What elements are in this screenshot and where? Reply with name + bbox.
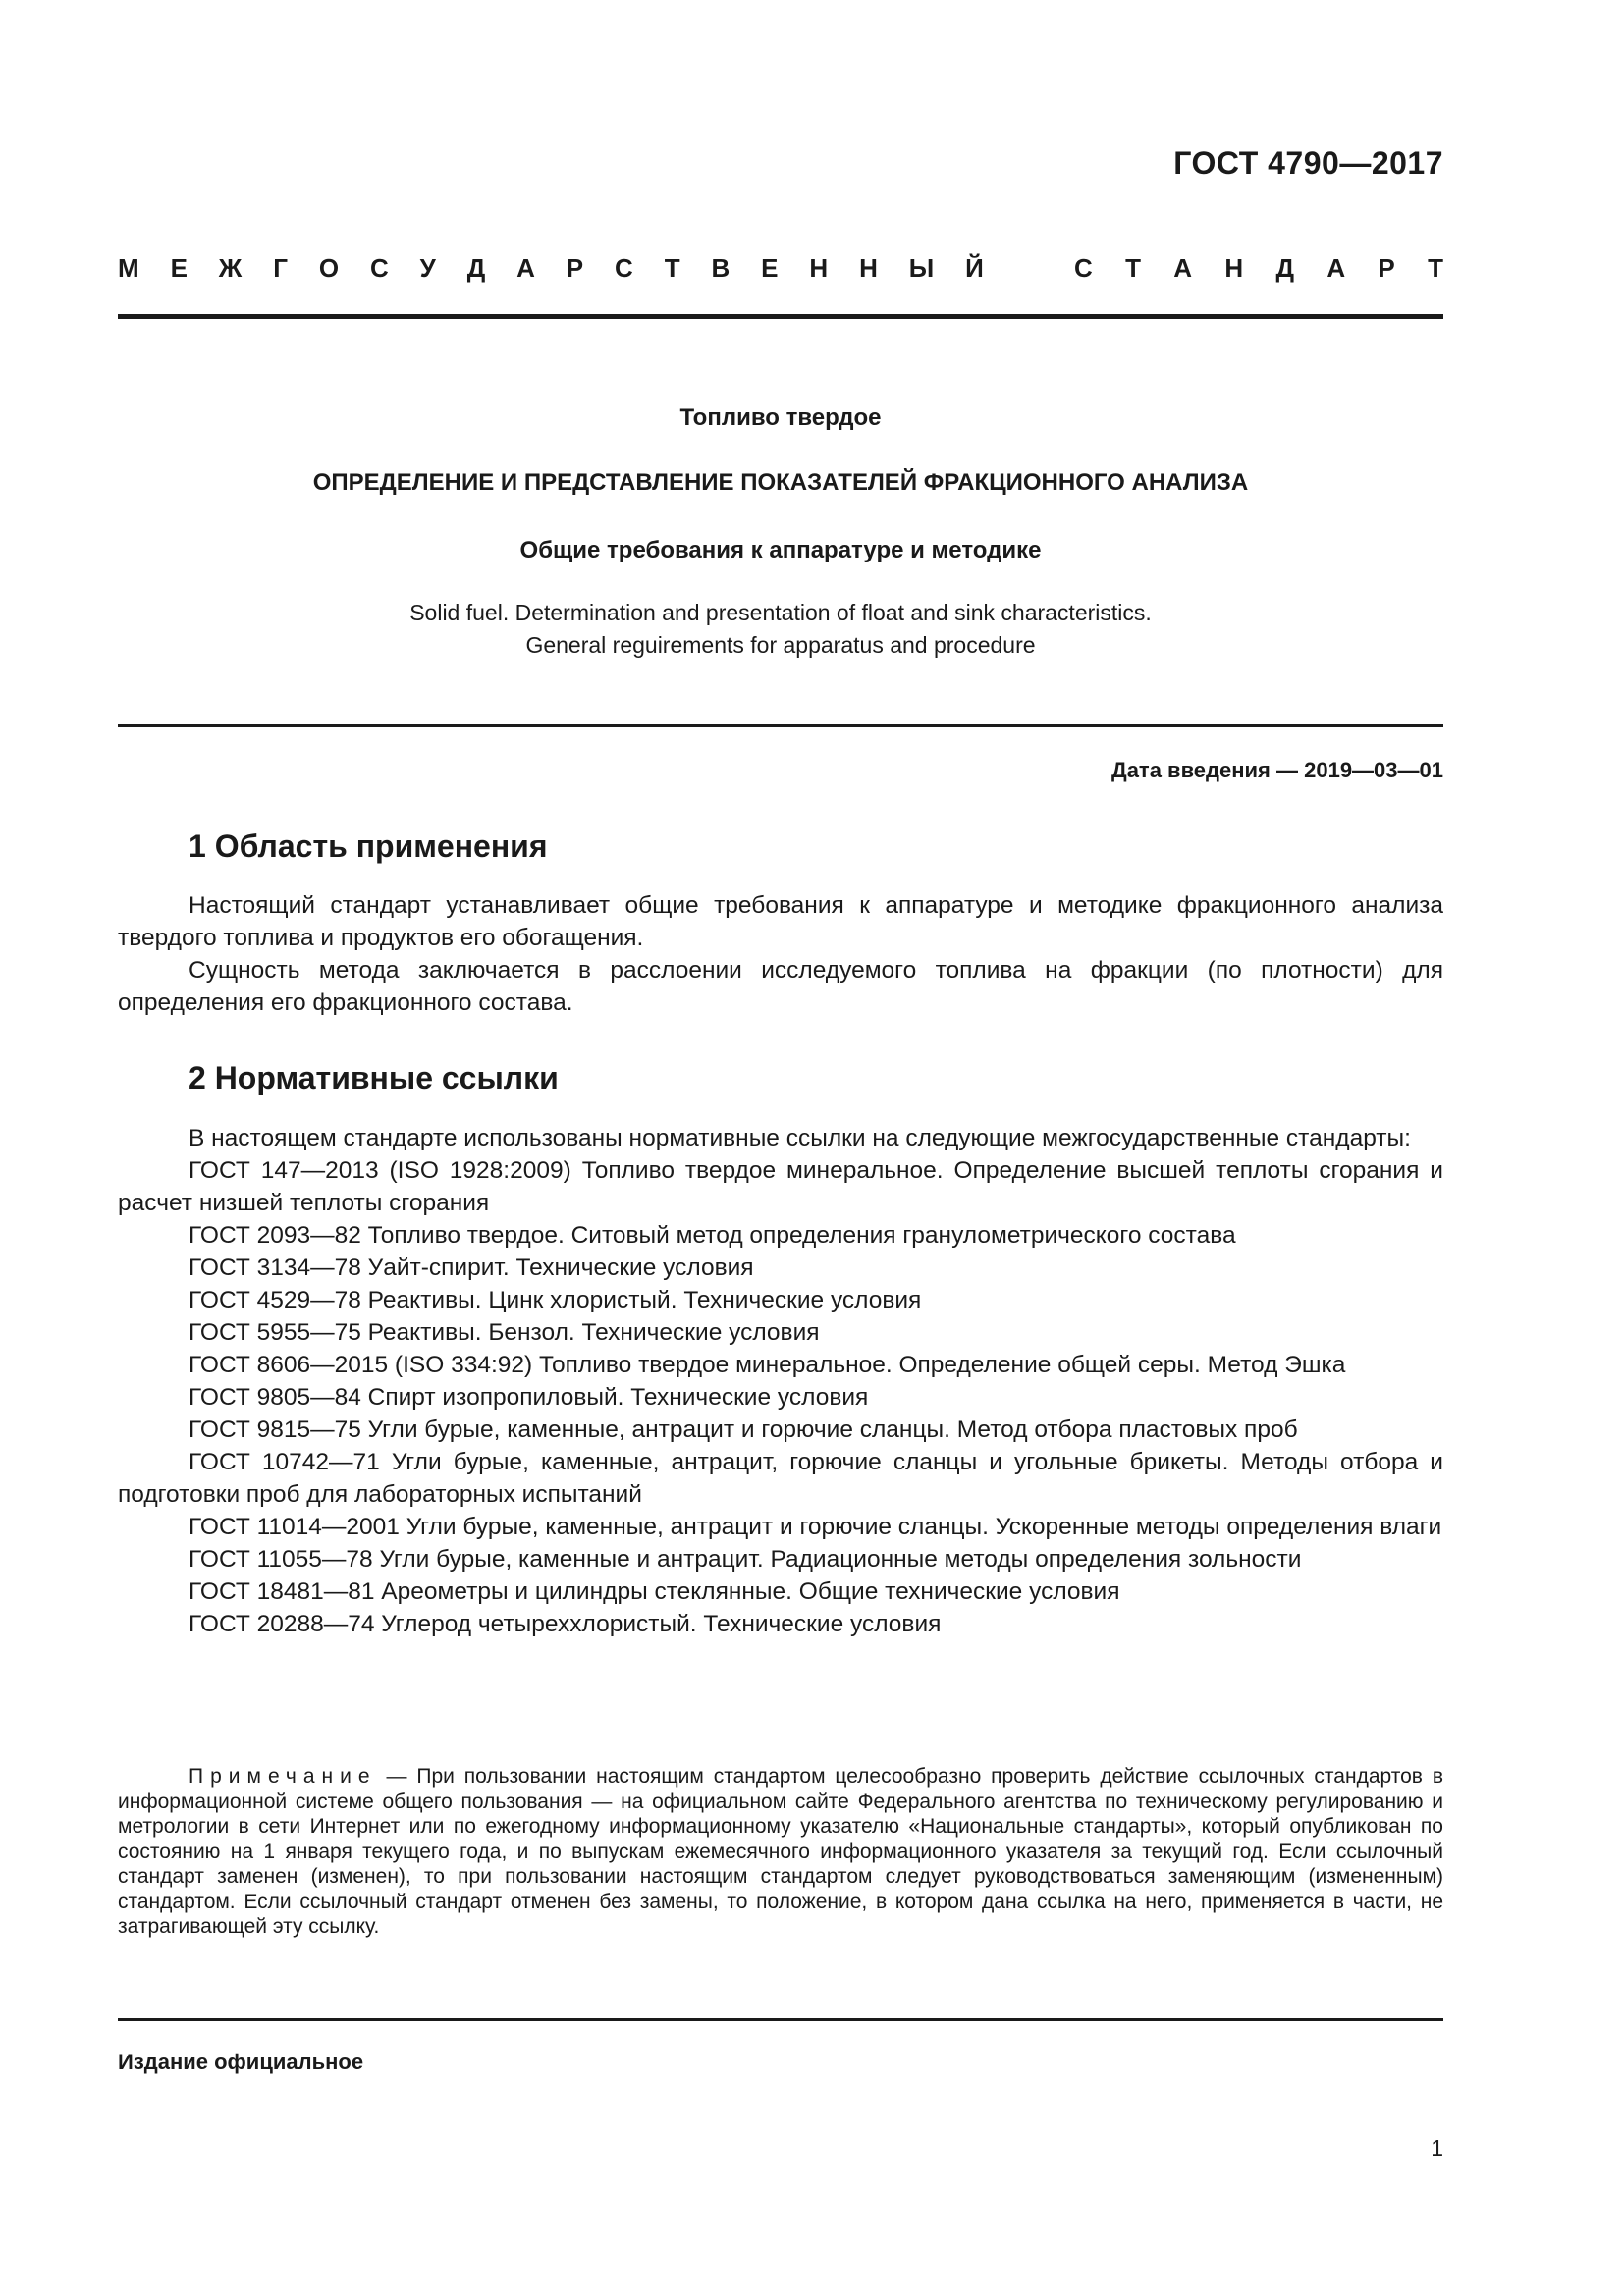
title-line-1: Топливо твердое: [679, 404, 882, 431]
reference-item: ГОСТ 18481—81 Ареометры и цилиндры стеклянные. Общие технические условия: [189, 1578, 1120, 1605]
reference-item: ГОСТ 9805—84 Спирт изопропиловый. Технические условия: [189, 1384, 869, 1411]
standard-type-heading: [118, 253, 1443, 284]
heading-letter: Ы: [908, 253, 935, 283]
heading-letter: Д: [1275, 253, 1295, 283]
heading-letter: С: [615, 253, 633, 283]
reference-item: ГОСТ 2093—82 Топливо твердое. Ситовый метод определения гранулометрического состава: [189, 1222, 1236, 1249]
heading-letter: Н: [809, 253, 829, 283]
heading-letter: Р: [1378, 253, 1395, 283]
heading-letter: О: [318, 253, 340, 283]
note: [118, 1764, 1443, 1940]
english-title: [118, 597, 1443, 662]
heading-letter: Т: [664, 253, 680, 283]
reference-item: ГОСТ 11014—2001 Угли бурые, каменные, антрацит и горючие сланцы. Ускоренные методы определения влаги: [189, 1514, 1442, 1540]
heading-letter: Г: [273, 253, 288, 283]
reference-item: ГОСТ 147—2013 (ISO 1928:2009) Топливо твердое минеральное. Определение высшей теплоты сгорания и расчет низшей теплоты сгорания: [118, 1157, 1443, 1216]
heading-letter: Д: [466, 253, 486, 283]
heading-letter: С: [369, 253, 389, 283]
paragraph: Сущность метода заключается в расслоении исследуемого топлива на фракции (по плотности) для определения его фракционного состава.: [118, 957, 1443, 1016]
document-page: [118, 0, 1443, 2296]
section-1-heading: 1 Область применения: [189, 828, 548, 864]
standard-type-word-standard: [1074, 253, 1443, 284]
heading-letter: Н: [859, 253, 878, 283]
heading-letter: А: [1326, 253, 1346, 283]
heading-letter: А: [1173, 253, 1193, 283]
heading-letter: Е: [170, 253, 188, 283]
heading-letter: Ж: [218, 253, 243, 283]
note-text: — При пользовании настоящим стандартом целесообразно проверить действие ссылочных стандартов в информационной системе общего пользования — на официальном сайте Федерального агентства по техническому регулированию и метрологии в сети Интернет или по ежегодному информационному указателю «Национальные стандарты», который опубликован по состоянию на 1 января текущего года, и по выпускам ежемесячного информационного указателя за текущий год. Если ссылочный стандарт заменен (изменен), то при пользовании настоящим стандартом следует руководствоваться заменяющим (измененным) стандартом. Если ссылочный стандарт отменен без замены, то положение, в котором дана ссылка на него, применяется в части, не затрагивающей эту ссылку.: [118, 1765, 1443, 1938]
title-line-3: Общие требования к аппаратуре и методике: [519, 537, 1042, 563]
heading-letter: Р: [566, 253, 584, 283]
footer-divider: [118, 2018, 1443, 2021]
title-line-2: ОПРЕДЕЛЕНИЕ И ПРЕДСТАВЛЕНИЕ ПОКАЗАТЕЛЕЙ ФРАКЦИОННОГО АНАЛИЗА: [312, 469, 1249, 496]
paragraph: В настоящем стандарте использованы нормативные ссылки на следующие межгосударственные стандарты:: [189, 1125, 1411, 1151]
reference-item: ГОСТ 10742—71 Угли бурые, каменные, антрацит, горючие сланцы и угольные брикеты. Методы отбора и подготовки проб для лабораторных испытаний: [118, 1449, 1443, 1508]
heading-letter: М: [118, 253, 139, 283]
header-divider: [118, 314, 1443, 319]
reference-item: ГОСТ 20288—74 Углерод четыреххлористый. Технические условия: [189, 1611, 942, 1637]
heading-letter: Н: [1224, 253, 1244, 283]
paragraph: Настоящий стандарт устанавливает общие требования к аппаратуре и методике фракционного анализа твердого топлива и продуктов его обогащения.: [118, 892, 1443, 951]
section-1-body: [118, 889, 1443, 1019]
section-2-heading: 2 Нормативные ссылки: [189, 1060, 559, 1095]
english-title-line-1: Solid fuel. Determination and presentation of float and sink characteristics.: [409, 600, 1152, 625]
standard-type-word-interstate: [118, 253, 984, 284]
document-number: ГОСТ 4790—2017: [1173, 145, 1443, 181]
section-2-body: [118, 1122, 1443, 1640]
heading-letter: У: [419, 253, 436, 283]
heading-letter: С: [1074, 253, 1093, 283]
title-divider: [118, 724, 1443, 727]
english-title-line-2: General reguirements for apparatus and procedure: [525, 632, 1036, 658]
edition-label: Издание официальное: [118, 2050, 364, 2074]
reference-item: ГОСТ 4529—78 Реактивы. Цинк хлористый. Технические условия: [189, 1287, 922, 1313]
heading-letter: А: [516, 253, 535, 283]
heading-letter: Е: [761, 253, 779, 283]
page-number: 1: [1431, 2135, 1443, 2161]
heading-letter: Т: [1428, 253, 1443, 283]
note-label: Примечание: [189, 1765, 377, 1788]
heading-letter: В: [711, 253, 731, 283]
reference-item: ГОСТ 11055—78 Угли бурые, каменные и антрацит. Радиационные методы определения зольности: [189, 1546, 1302, 1573]
heading-letter: Т: [1125, 253, 1141, 283]
reference-item: ГОСТ 3134—78 Уайт-спирит. Технические условия: [189, 1255, 754, 1281]
reference-item: ГОСТ 9815—75 Угли бурые, каменные, антрацит и горючие сланцы. Метод отбора пластовых проб: [189, 1416, 1298, 1443]
reference-item: ГОСТ 8606—2015 (ISO 334:92) Топливо твердое минеральное. Определение общей серы. Метод Эшка: [189, 1352, 1346, 1378]
introduction-date: Дата введения — 2019—03—01: [1111, 758, 1443, 782]
reference-item: ГОСТ 5955—75 Реактивы. Бензол. Технические условия: [189, 1319, 820, 1346]
heading-letter: Й: [965, 253, 984, 283]
